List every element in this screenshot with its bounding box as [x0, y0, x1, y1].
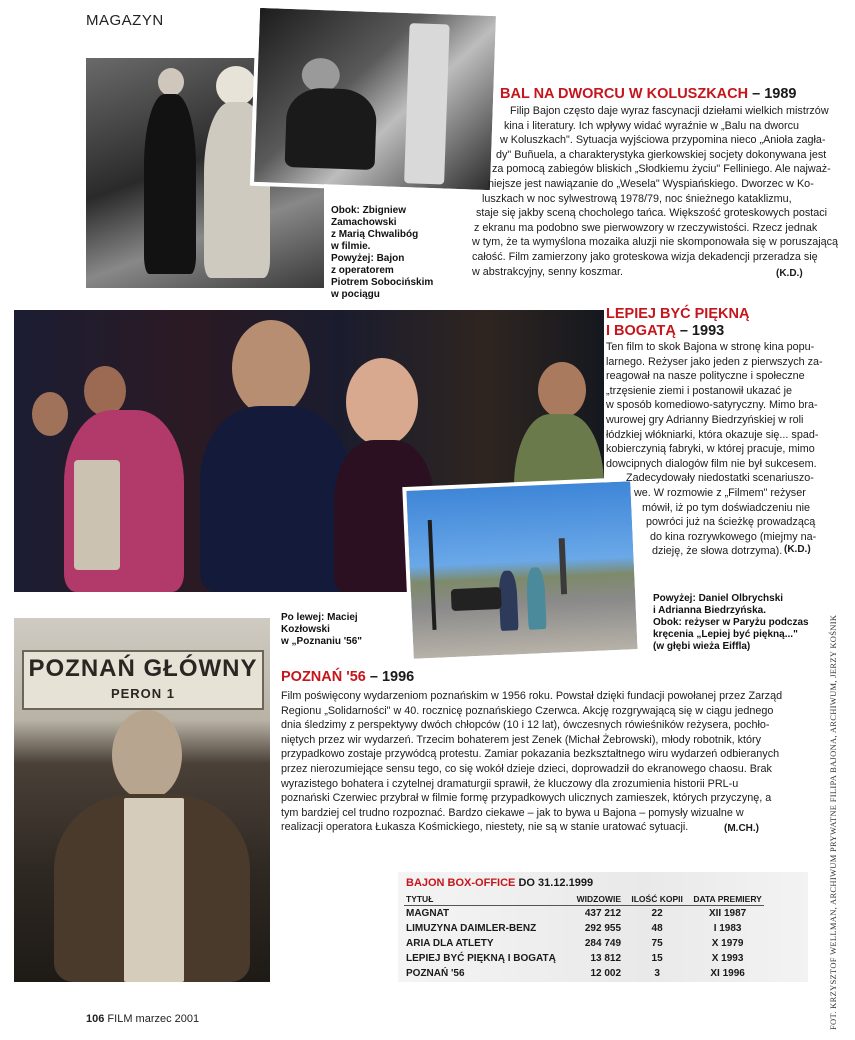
- heading-bal: BAL NA DWORCU W KOLUSZKACH – 1989: [500, 86, 797, 102]
- heading-lepiej: LEPIEJ BYĆ PIĘKNĄ I BOGATĄ – 1993: [606, 306, 750, 339]
- body-bal: Filip Bajon często daje wyraz fascynacji dziełami wielkich mistrzów kina i literatury. Ich wpływy widać wyraźnie w „Balu na dworcu w Koluszkach". Sytuacja wyjściowa przypomina nieco „Anioła zagła- dy" Buñuela, a charakterystyka gierkowskiej socjety dokonywana jest za pomocą zabiegów bliskich „Słodkiemu życiu" Felliniego. Ale najważ- niejsze jest nawiązanie do „Wesela" Wyspiańskiego. Dworzec w Ko- luszkach w noc sylwestrową 1978/79, noc śnieżnego kataklizmu, staje się jakby sceną chocholego tańca. Większość groteskowych postaci z ekranu ma podobno swe pierwowzory w rzeczywistości. Rzecz jednak w tym, że ta wymyślona mozaika aluzji nie skomponowała się w poruszającą całość. Film zamierzony jako groteskowa wizja dekadencji przeradza się w abstrakcyjny, senny koszmar.: [472, 105, 839, 278]
- table-row: LEPIEJ BYĆ PIĘKNĄ I BOGATĄ 13 812 15 X 1993: [406, 952, 744, 964]
- box-office-title: BAJON BOX-OFFICE DO 31.12.1999: [406, 877, 594, 889]
- page-number: 106: [86, 1013, 105, 1025]
- poznan-station-sign: [22, 650, 264, 710]
- body-poznan: Film poświęcony wydarzeniom poznańskim w 1956 roku. Powstał dzięki fundacji powołanej przez Zarząd Regionu „Solidarności" w 40. rocznicę poznańskiego Czerwca. Akcję rozgrywającą się w ciągu jednego dnia śledzimy z perspektywy dwóch chłopców (10 i 12 lat), ówczesnych rówieśników reżysera, pochło- niętych przez wir wydarzeń. Trzecim bohaterem jest Zenek (Michał Żebrowski), młody robotnik, który przypadkowo zostaje przywódcą protestu. Zamiar pokazania bezkształtnego wiru wydarzeń odbieranych przez nierozumiejące sensu tego, co się wokół dzieje dzieci, doprowadził do ekranowego chaosu. Brak wyrazistego bohatera i czytelnej dramaturgii sprawił, że kluczowy dla zrozumienia historii PRL-u poznański Czerwiec przybrał w filmie formę przypadkowych ulicznych zamieszek, których przyczynę, a tym bardziej cel trudno rozpoznać. Bardzo ciekawe – jak to bywa u Bajona – pomysły wizualne w realizacji operatora Łukasza Kośmickiego, niestety, nie są w stanie uratować sytuacji.: [281, 690, 783, 834]
- initials-lepiej: (K.D.): [784, 544, 811, 555]
- body-lepiej: Ten film to skok Bajona w stronę kina popu- larnego. Reżyser jako jeden z pierwszych za- reagował na nasze polityczne i społeczne „trzęsienie ziemi i postanowił ukazać je w sposób komediowo-satyryczny. Mimo bra- wurowej gry Adrianny Biedrzyńskiej w roli łódzkiej włókniarki, która okazuje się... spad- kobierczynią fabryki, w której pracuje, mimo dowcipnych dialogów film nie był sukcesem. Zadecydowały niedostatki scenariuszo- we. W rozmowie z „Filmem" reżyser mówił, iż po tym doświadczeniu nie powróci już na ścieżkę prowadzącą do kina rozrywkowego (miejmy na- dzieję, że słowa dotrzyma).: [606, 341, 823, 558]
- sign-sub-text: PERON 1: [110, 686, 176, 701]
- section-label: MAGAZYN: [86, 12, 164, 29]
- sign-main-text: POZNAŃ GŁÓWNY: [28, 655, 258, 682]
- issue-info: FILM marzec 2001: [107, 1013, 200, 1025]
- caption-bal: Obok: Zbigniew Zamachowski z Marią Chwalibóg w filmie. Powyżej: Bajon z operatorem Piotrem Sobocińskim w pociągu: [331, 205, 434, 300]
- table-row: POZNAŃ '56 12 002 3 XI 1996: [406, 967, 745, 979]
- caption-paris: Powyżej: Daniel Olbrychski i Adrianna Biedrzyńska. Obok: reżyser w Paryżu podczas kręcenia „Lepiej być piękną..." (w głębi wieża Eiffla): [653, 593, 809, 652]
- heading-poznan: POZNAŃ '56 – 1996: [281, 669, 415, 685]
- table-row: MAGNAT 437 212 22 XII 1987: [406, 907, 747, 919]
- photo-credit: FOT. KRZYSZTOF WELLMAN, ARCHIWUM PRYWATNE FILIPA BAJONA, ARCHIWUM, JERZY KOŚNIK: [828, 614, 838, 1030]
- photo-bajon-with-cinematographer: [250, 4, 500, 194]
- caption-poznan: Po lewej: Maciej Kozłowski w „Poznaniu '56": [281, 612, 363, 647]
- table-row: LIMUZYNA DAIMLER-BENZ 292 955 48 I 1983: [406, 922, 742, 934]
- table-row: ARIA DLA ATLETY 284 749 75 X 1979: [406, 937, 744, 949]
- box-office-header-row: TYTUŁ WIDZOWIE ILOŚĆ KOPII DATA PREMIERY: [404, 893, 764, 906]
- box-office-table: [404, 893, 764, 981]
- page-footer: [86, 1013, 199, 1025]
- initials-poznan: (M.CH.): [724, 823, 759, 834]
- initials-bal: (K.D.): [776, 268, 803, 279]
